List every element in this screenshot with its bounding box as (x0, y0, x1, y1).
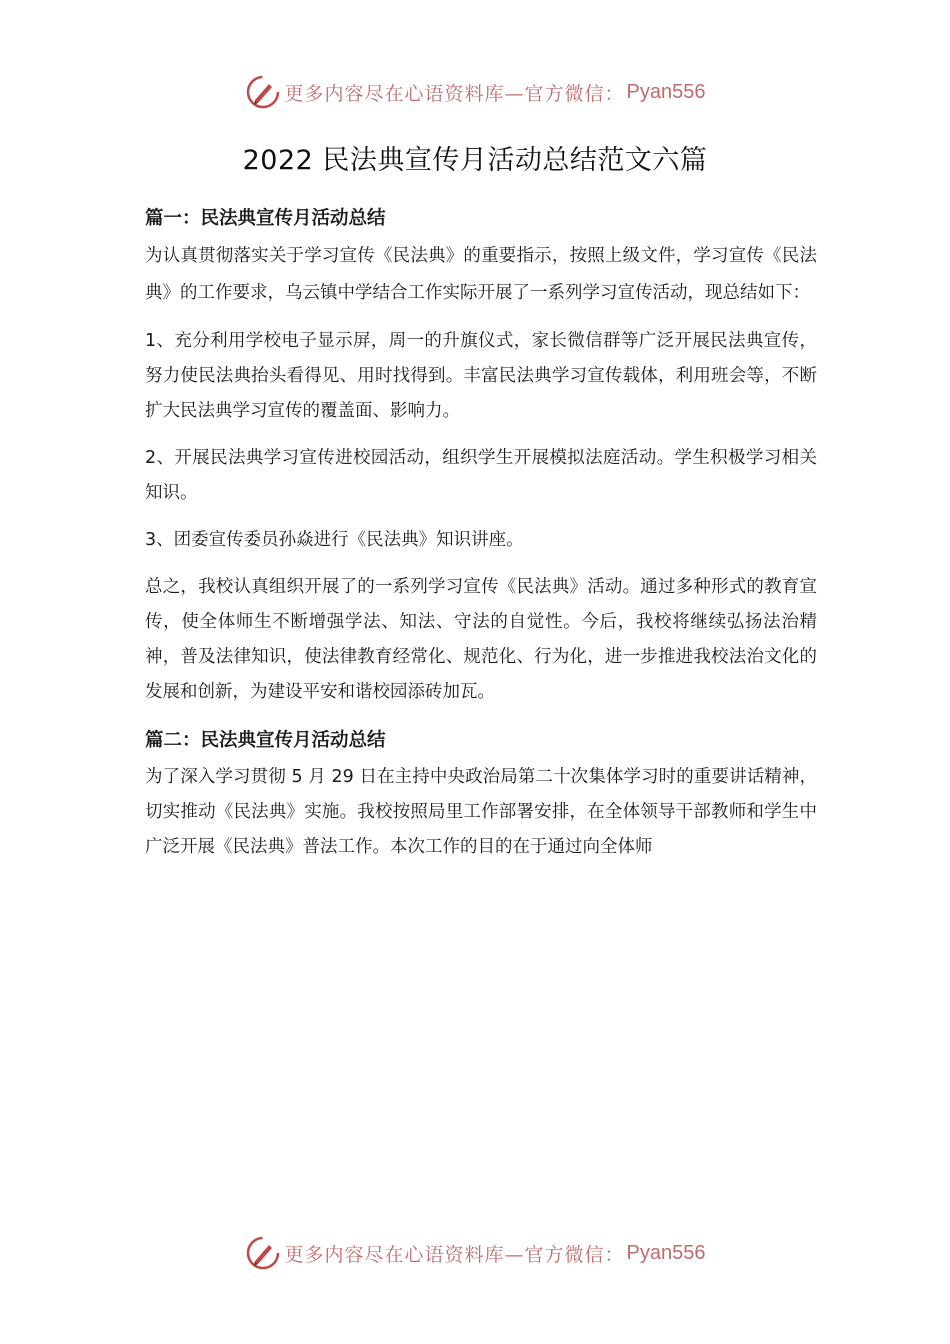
paragraph: 为认真贯彻落实关于学习宣传《民法典》的重要指示，按照上级文件，学习宣传《民法典》的工作要求，乌云镇中学结合工作实际开展了一系列学习宣传活动，现总结如下： (145, 246, 817, 303)
paragraph: 为了深入学习贯彻 5 月 29 日在主持中央政治局第二十次集体学习时的重要讲话精神，切实推动《民法典》实施。我校按照局里工作部署安排，在全体领导干部教师和学生中广泛开展《民法典》普法工作。本次工作的目的在于通过向全体师 (145, 767, 817, 857)
paragraph: 3、团委宣传委员孙焱进行《民法典》知识讲座。 (145, 530, 524, 550)
paragraph: 1、充分利用学校电子显示屏，周一的升旗仪式，家长微信群等广泛开展民法典宣传，努力使民法典抬头看得见、用时找得到。丰富民法典学习宣传载体，利用班会等，不断扩大民法典学习宣传的覆盖面、影响力。 (145, 331, 817, 421)
banner-text: 更多内容尽在心语资料库—官方微信： (284, 1243, 625, 1266)
footer-banner (0, 1233, 950, 1273)
document-title: 2022 民法典宣传月活动总结范文六篇 (242, 145, 708, 176)
banner-text: 更多内容尽在心语资料库—官方微信： (284, 82, 625, 105)
pen-logo-icon (245, 74, 281, 110)
paragraph: 总之，我校认真组织开展了的一系列学习宣传《民法典》活动。通过多种形式的教育宣传，使全体师生不断增强学法、知法、守法的自觉性。今后，我校将继续弘扬法治精神，普及法律知识，使法律教育经常化、规范化、行为化，进一步推进我校法治文化的发展和创新，为建设平安和谐校园添砖加瓦。 (145, 577, 817, 702)
wechat-id: Pyan556 (626, 80, 706, 103)
document-body (145, 200, 817, 877)
pen-logo-icon (245, 1235, 281, 1271)
section-heading: 篇二：民法典宣传月活动总结 (145, 730, 386, 751)
section-heading: 篇一：民法典宣传月活动总结 (145, 208, 386, 229)
paragraph: 2、开展民法典学习宣传进校园活动，组织学生开展模拟法庭活动。学生积极学习相关知识。 (145, 448, 817, 503)
wechat-id: Pyan556 (626, 1241, 706, 1264)
header-banner (0, 72, 950, 112)
